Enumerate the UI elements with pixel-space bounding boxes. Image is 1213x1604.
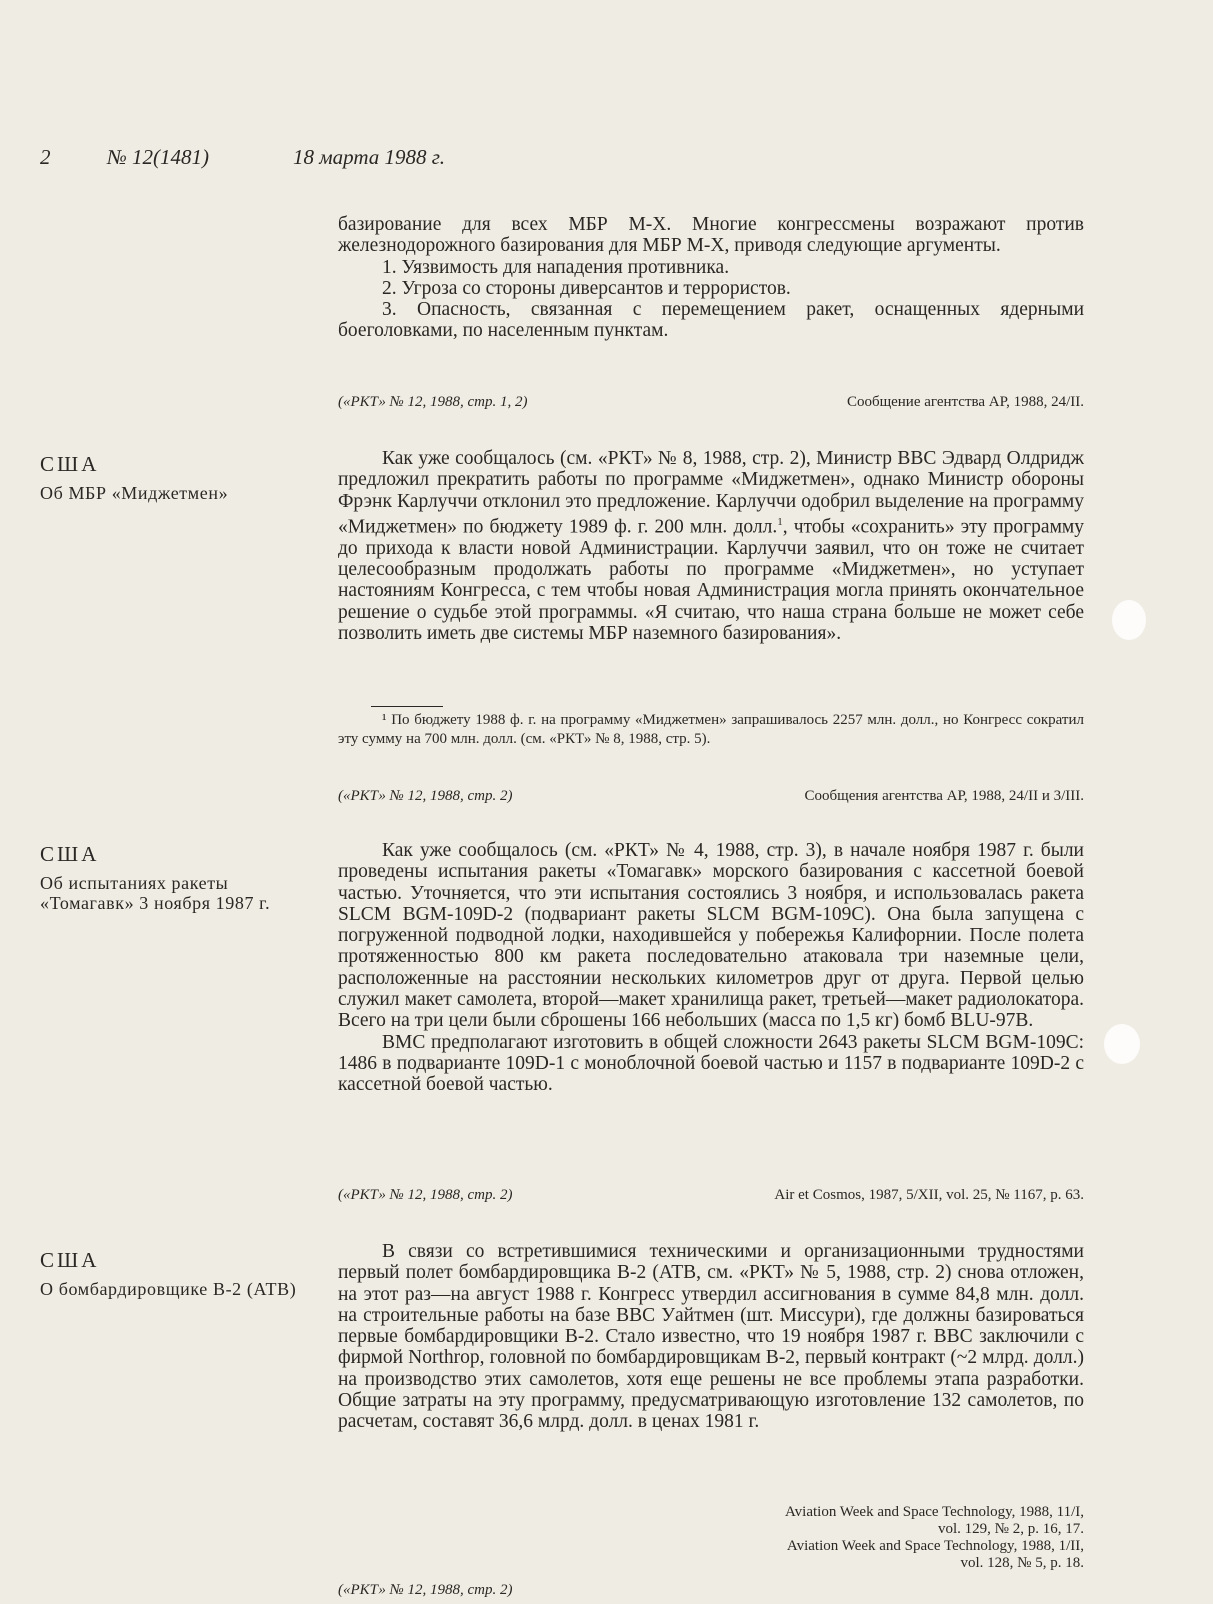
- article-body: [338, 1241, 1084, 1433]
- source: Сообщения агентства АР, 1988, 24/II и 3/III.: [804, 788, 1084, 804]
- paragraph: Как уже сообщалось (см. «РКТ» № 4, 1988, стр. 3), в начале ноября 1987 г. были проведены испытания ракеты «Томагавк» морского базирования с кассетной боевой частью. Уточняется, что эти испытания состоялись 3 ноября, и использовалась ракета SLCM BGM-109D-2 (подвариант ракеты SLCM BGM-109C). Она была запущена с погруженной подводной лодки, находившейся у побережья Калифорнии. После полета протяженностью 800 км ракета последовательно атаковала три наземные цели, расположенные на расстоянии нескольких километров друг от друга. Первой целью служил макет самолета, второй—макет хранилища ракет, третьей—макет радиолокатора. Всего на три цели были сброшены 166 небольших (масса по 1,5 кг) бомб BLU-97B.: [338, 840, 1084, 1032]
- section-heading: [40, 1248, 300, 1299]
- continuation-block: [338, 214, 1084, 342]
- page-number: 2: [40, 145, 51, 169]
- footnote-mark: 1: [777, 515, 783, 528]
- citation: («РКТ» № 12, 1988, стр. 2): [338, 1187, 513, 1203]
- paragraph: базирование для всех МБР М-Х. Многие конгрессмены возражают против железнодорожного базирования для МБР М-Х, приводя следующие аргументы.: [338, 214, 1084, 257]
- paragraph: [338, 448, 1084, 644]
- article-body: [338, 448, 1084, 644]
- source: Air et Cosmos, 1987, 5/XII, vol. 25, № 1167, p. 63.: [774, 1187, 1084, 1203]
- source-line: vol. 128, № 5, p. 18.: [960, 1555, 1084, 1571]
- country-label: США: [40, 1248, 100, 1272]
- section-heading: [40, 842, 300, 913]
- section-heading: [40, 452, 300, 503]
- footnote-divider: [371, 706, 443, 707]
- source-line: vol. 129, № 2, p. 16, 17.: [938, 1521, 1084, 1537]
- paper-tear-mark: [1104, 1024, 1140, 1064]
- text: , чтобы «сохранить» эту программу до прихода к власти новой Администрации. Карлуччи заявил, что он тоже не считает целесообразным продолжать работы по программе «Миджетмен», но уступает настояниям Конгресса, с тем чтобы новая Администрация могла принять окончательное решение о судьбе этой программы. «Я считаю, что наша страна больше не может себе позволить иметь две системы МБР наземного базирования».: [338, 516, 1084, 644]
- paragraph: В связи со встретившимися техническими и организационными трудностями первый полет бомбардировщика В-2 (АТВ, см. «РКТ» № 5, 1988, стр. 2) снова отложен, на этот раз—на август 1988 г. Конгресс утвердил ассигнования в сумме 84,8 млн. долл. на строительные работы на базе ВВС Уайтмен (шт. Миссури), где должны базироваться первые бомбардировщики В-2. Стало известно, что 19 ноября 1987 г. ВВС заключили с фирмой Northrop, головной по бомбардировщикам В-2, первый контракт (~2 млрд. долл.) на производство этих самолетов, хотя еще решены не все проблемы этапа разработки. Общие затраты на эту программу, предусматривающую изготовление 132 самолетов, по расчетам, составят 36,6 млрд. долл. в ценах 1981 г.: [338, 1241, 1084, 1433]
- footnote: ¹ По бюджету 1988 ф. г. на программу «Миджетмен» запрашивалось 2257 млн. долл., но Конгресс сократил эту сумму на 700 млн. долл. (см. «РКТ» № 8, 1988, стр. 5).: [338, 712, 1084, 747]
- list-item: 1. Уязвимость для нападения противника.: [382, 256, 730, 278]
- source-block: [785, 1504, 1084, 1572]
- paper-tear-mark: [1112, 600, 1146, 640]
- paragraph: ВМС предполагают изготовить в общей сложности 2643 ракеты SLCM BGM-109C: 1486 в подварианте 109D-1 с моноблочной боевой частью и 1157 в подварианте 109D-2 с кассетной боевой частью.: [338, 1031, 1084, 1096]
- citation: («РКТ» № 12, 1988, стр. 2): [338, 788, 513, 804]
- country-label: США: [40, 842, 100, 866]
- issue-number: № 12(1481): [107, 145, 210, 169]
- topic-label: Об МБР «Миджетмен»: [40, 483, 229, 503]
- source-line: Aviation Week and Space Technology, 1988, 1/II,: [786, 1538, 1084, 1554]
- list-item: 3. Опасность, связанная с перемещением ракет, оснащенных ядерными боеголовками, по населенным пунктам.: [338, 299, 1084, 342]
- citation: («РКТ» № 12, 1988, стр. 1, 2): [338, 394, 528, 410]
- source: Сообщение агентства АР, 1988, 24/II.: [846, 394, 1084, 410]
- topic-label: Об испытаниях ракеты «Томагавк» 3 ноября 1987 г.: [40, 873, 271, 913]
- source-line: Aviation Week and Space Technology, 1988, 11/I,: [784, 1504, 1084, 1520]
- topic-label: О бомбардировщике В-2 (АТВ): [40, 1279, 297, 1299]
- country-label: США: [40, 452, 100, 476]
- citation: («РКТ» № 12, 1988, стр. 2): [338, 1582, 513, 1598]
- article-body: [338, 840, 1084, 1096]
- issue-date: 18 марта 1988 г.: [293, 145, 445, 169]
- text: Как уже сообщалось (см. «РКТ» № 8, 1988, стр. 2), Министр ВВС Эдвард Олдридж предложил прекратить работы по программе «Миджетмен», однако Министр обороны Фрэнк Карлуччи отклонил это предложение. Карлуччи одобрил выделение на программу «Миджетмен» по бюджету 1989 ф. г. 200 млн. долл.: [338, 448, 1084, 538]
- list-item: 2. Угроза со стороны диверсантов и террористов.: [382, 277, 791, 299]
